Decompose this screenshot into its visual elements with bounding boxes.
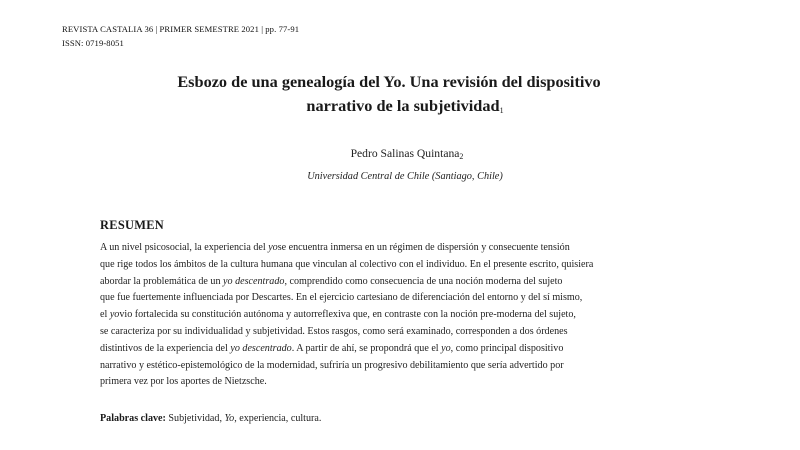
author-name: Pedro Salinas Quintana: [350, 147, 460, 160]
abstract-heading: RESUMEN: [100, 218, 165, 232]
journal-issn: ISSN: 0719-8051: [62, 38, 124, 48]
abstract-line: [100, 274, 700, 291]
author-footnote-mark[interactable]: 2: [459, 152, 464, 161]
abstract-line: [100, 290, 700, 307]
abstract-line: [100, 307, 700, 324]
abstract-text: que fue fuertemente influenciada por Descartes. En el ejercicio cartesiano de diferenciación del entorno y del sí mismo,: [100, 292, 583, 304]
abstract-emphasis: yo: [268, 242, 278, 253]
abstract-emphasis: yo: [109, 309, 120, 321]
keyword-item: Yo: [224, 413, 235, 424]
abstract-text: el: [100, 309, 110, 321]
journal-citation: REVISTA CASTALIA 36 | PRIMER SEMESTRE 2021 | pp. 77-91: [62, 24, 300, 34]
abstract-text: , comprendido como consecuencia de una noción moderna del sujeto: [284, 275, 563, 287]
abstract-text: A un nivel psicosocial, la experiencia del: [100, 242, 269, 253]
abstract-line: [100, 240, 700, 257]
abstract-text: que rige todos los ámbitos de la cultura humana que vinculan al colectivo con el individuo. En el presente escrito, quisiera: [100, 258, 594, 270]
keyword-item: experiencia: [239, 413, 286, 424]
abstract-body: [100, 240, 700, 391]
abstract-emphasis: yo: [441, 342, 451, 354]
abstract-emphasis: yo descentrado: [223, 275, 285, 287]
abstract-line: [100, 257, 700, 274]
keywords-list: Subjetividad, Yo, experiencia, cultura.: [168, 413, 322, 424]
title-footnote-mark[interactable]: 1: [499, 106, 504, 115]
abstract-line: [100, 341, 700, 358]
abstract-text: primera vez por los aportes de Nietzsche.: [100, 376, 267, 388]
author-line: [0, 147, 800, 160]
abstract-emphasis: yo descentrado: [230, 342, 292, 354]
article-title: [0, 70, 800, 121]
abstract-text: se caracteriza por su individualidad y subjetividad. Estos rasgos, como será examinado, corresponden a dos órdenes: [100, 325, 568, 337]
article-title-line-2: [0, 94, 800, 121]
abstract-text: se encuentra inmersa en un régimen de dispersión y consecuente tensión: [277, 242, 570, 253]
abstract-text: vio fortalecida su constitución autónoma y autorreflexiva que, en contraste con la noción pre-moderna del sujeto,: [119, 309, 576, 321]
abstract-text: , como principal dispositivo: [450, 342, 564, 354]
keywords-label: Palabras clave:: [100, 413, 166, 424]
article-title-text: narrativo de la subjetividad: [306, 96, 500, 115]
keyword-item: Subjetividad: [168, 413, 220, 424]
abstract-line: [100, 374, 700, 391]
abstract-text: . A partir de ahí, se propondrá que el: [291, 342, 442, 354]
abstract-line: [100, 358, 700, 375]
keywords: [100, 413, 321, 424]
article-title-line-1: Esbozo de una genealogía del Yo. Una revisión del dispositivo: [177, 72, 601, 91]
keyword-item: cultura: [290, 413, 319, 424]
abstract-text: distintivos de la experiencia del: [100, 342, 231, 354]
journal-header: [62, 22, 299, 50]
abstract-text: abordar la problemática de un: [100, 275, 224, 287]
abstract-text: narrativo y estético-epistemológico de la modernidad, sufriría un progresivo debilitamiento que sería advertido por: [100, 359, 564, 371]
abstract-line: [100, 324, 700, 341]
author-affiliation: Universidad Central de Chile (Santiago, Chile): [307, 171, 503, 182]
